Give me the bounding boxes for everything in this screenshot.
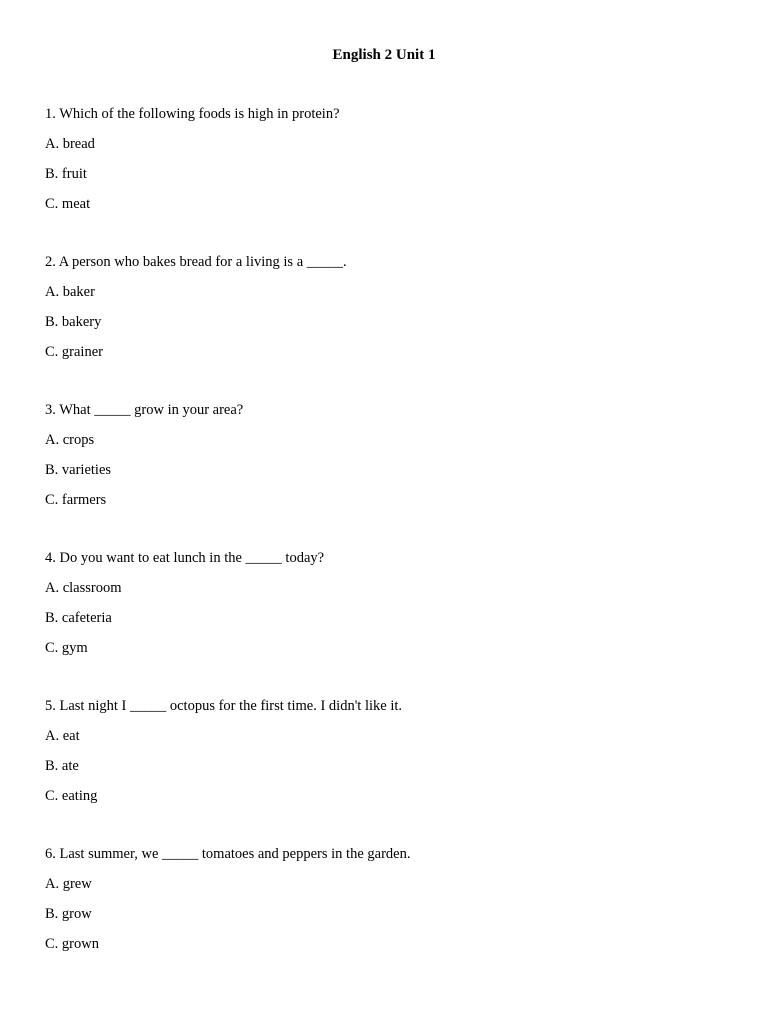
- question-text: 4. Do you want to eat lunch in the _____ today?: [45, 550, 325, 566]
- answer-option-c: C. grown: [45, 936, 99, 952]
- question-text: 2. A person who bakes bread for a living is a _____.: [45, 254, 347, 270]
- answer-option-b: B. bakery: [45, 314, 102, 330]
- answer-option-b: B. fruit: [45, 166, 87, 182]
- answer-option-a: A. eat: [45, 728, 80, 744]
- answer-option-c: C. grainer: [45, 344, 103, 360]
- answer-option-c: C. gym: [45, 640, 88, 656]
- question-text: 5. Last night I _____ octopus for the first time. I didn't like it.: [45, 698, 403, 714]
- answer-option-b: B. grow: [45, 906, 92, 922]
- answer-option-b: B. varieties: [45, 462, 112, 478]
- question-text: 6. Last summer, we _____ tomatoes and peppers in the garden.: [45, 846, 411, 862]
- answer-option-b: B. cafeteria: [45, 610, 112, 626]
- answer-option-a: A. grew: [45, 876, 92, 892]
- question-text: 1. Which of the following foods is high in protein?: [45, 106, 340, 122]
- answer-option-a: A. baker: [45, 284, 95, 300]
- answer-option-a: A. classroom: [45, 580, 122, 596]
- answer-option-a: A. bread: [45, 136, 95, 152]
- question-text: 3. What _____ grow in your area?: [45, 402, 244, 418]
- answer-option-a: A. crops: [45, 432, 95, 448]
- answer-option-c: C. eating: [45, 788, 98, 804]
- answer-option-b: B. ate: [45, 758, 79, 774]
- page-title: English 2 Unit 1: [332, 47, 436, 63]
- answer-option-c: C. meat: [45, 196, 91, 212]
- answer-option-c: C. farmers: [45, 492, 107, 508]
